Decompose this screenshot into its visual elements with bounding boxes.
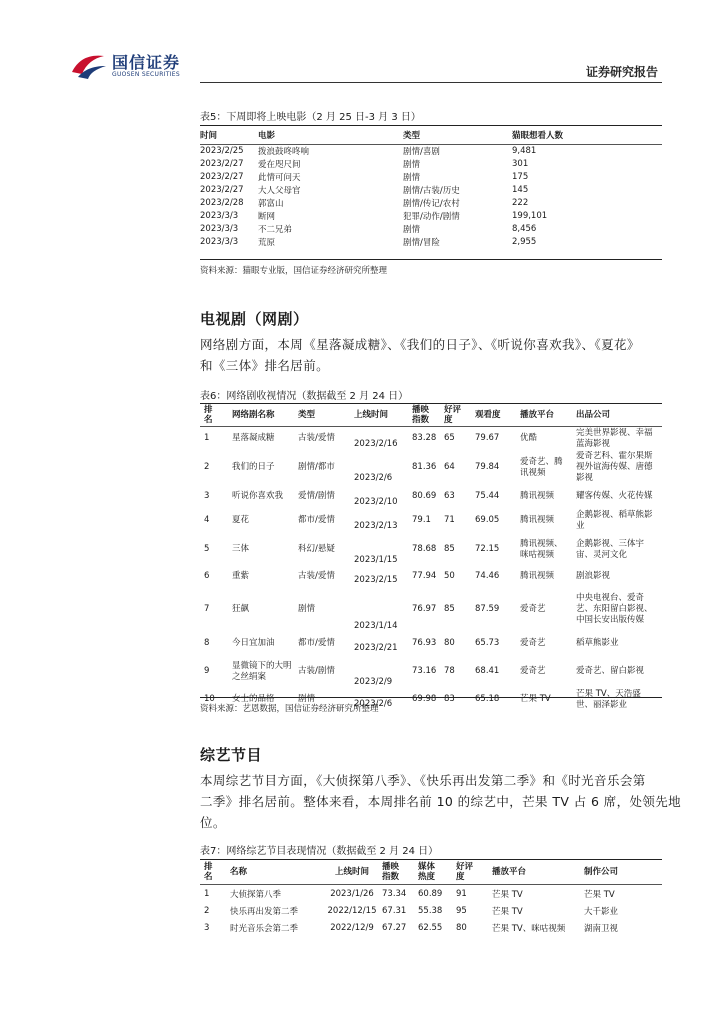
table6-cell-rank: 8 — [204, 638, 210, 648]
variety-section-paragraph — [200, 770, 682, 833]
table6-cell-title: 女士的品格 — [232, 694, 275, 704]
table6-cell-producer: 爱奇艺科、霍尔果斯视外谊海传媒、唐德影视 — [576, 451, 653, 483]
table6-cell-rating: 78 — [444, 666, 455, 676]
table5-cell-want-to-see: 145 — [512, 185, 529, 196]
table6-cell-rating: 64 — [444, 462, 455, 472]
table7-cell-producer: 芒果 TV — [584, 889, 615, 900]
table7-cell-rating: 95 — [456, 905, 467, 916]
table7-row — [200, 885, 662, 903]
table6-cell-title: 狂飙 — [232, 604, 250, 614]
table5-cell-want-to-see: 175 — [512, 172, 529, 183]
table6-cell-release: 2023/2/16 — [354, 438, 398, 449]
table6-cell-platform: 爱奇艺、腾讯视频 — [520, 456, 563, 478]
table5-cell-time: 2023/3/3 — [200, 210, 239, 221]
table6-cell-platform: 腾讯视频 — [520, 571, 555, 581]
table6-cell-producer: 稻草熊影业 — [576, 638, 619, 648]
table7-col-rating: 好评度 — [456, 862, 474, 882]
table6-cell-producer: 中央电视台、爱奇艺、东阳留白影视、中国长安出版传媒 — [576, 593, 653, 625]
table5-row — [200, 197, 662, 210]
table7-cell-media-heat: 62.55 — [418, 922, 443, 933]
header-divider — [200, 82, 662, 83]
table5 — [200, 126, 662, 248]
table5-col-want-to-see: 猫眼想看人数 — [512, 131, 564, 141]
table6-cell-play-index: 83.28 — [412, 433, 437, 444]
table7-cell-producer: 湖南卫视 — [584, 923, 619, 934]
tv-para-line-2: 和《三体》排名居前。 — [200, 358, 330, 373]
table7-cell-play-index: 67.31 — [382, 905, 407, 916]
table6-row — [200, 655, 662, 689]
table7-cell-release: 2022/12/15 — [327, 905, 377, 916]
table6-cell-producer: 企鹅影视、稻草熊影业 — [576, 509, 653, 531]
table5-row — [200, 145, 662, 158]
table6-cell-genre: 剧情 — [298, 604, 316, 614]
table6-cell-view: 87.59 — [475, 604, 500, 614]
table5-cell-want-to-see: 222 — [512, 198, 529, 208]
table6-cell-title: 星落凝成糖 — [232, 433, 275, 444]
tv-para-line-1: 网络剧方面，本周《星落凝成糖》、《我们的日子》、《听说你喜欢我》、《夏花》 — [200, 337, 640, 352]
table6-cell-platform: 爱奇艺 — [520, 638, 546, 648]
table5-cell-genre: 剧情/喜剧 — [403, 147, 440, 158]
table6-row — [200, 451, 662, 485]
table7-cell-name: 大侦探第八季 — [230, 889, 282, 900]
table6-cell-play-index: 81.36 — [412, 462, 437, 472]
table6-cell-release: 2023/1/15 — [354, 554, 398, 565]
brand-name-en: GUOSEN SECURITIES — [112, 71, 181, 78]
table5-cell-genre: 剧情/传记/农村 — [403, 199, 460, 209]
table6-row — [200, 533, 662, 567]
table5-cell-movie: 不二兄弟 — [258, 224, 293, 235]
table6-cell-rating: 85 — [444, 544, 455, 554]
table6-cell-view: 72.15 — [475, 544, 500, 554]
table6-cell-title: 三体 — [232, 544, 250, 554]
table6-col-view: 观看度 — [475, 410, 501, 420]
table6-cell-producer: 耀客传媒、火花传媒 — [576, 491, 653, 501]
table7-title: 表7：网络综艺节目表现情况（数据截至 2 月 24 日） — [200, 846, 439, 857]
table5-cell-time: 2023/2/27 — [200, 172, 244, 183]
table5-cell-time: 2023/2/28 — [200, 198, 244, 208]
table5-cell-movie: 郭富山 — [258, 199, 284, 209]
table5-cell-movie: 爱在咫尺间 — [258, 160, 301, 171]
table6-cell-genre: 剧情/都市 — [298, 462, 335, 472]
table7-cell-release: 2023/1/26 — [330, 888, 374, 899]
table5-bottom-rule — [200, 259, 662, 260]
tv-section-title: 电视剧（网剧） — [200, 310, 309, 328]
table5-col-time: 时间 — [200, 131, 218, 141]
table5-row — [200, 209, 662, 222]
table6-col-release: 上线时间 — [354, 410, 389, 420]
table5-cell-time: 2023/2/25 — [200, 146, 244, 157]
table5-cell-movie: 荒原 — [258, 237, 276, 248]
table5-row — [200, 171, 662, 184]
table5-cell-genre: 剧情 — [403, 160, 421, 171]
table6-cell-rank: 3 — [204, 491, 210, 501]
table7-col-release: 上线时间 — [334, 867, 369, 877]
table7-cell-rating: 91 — [456, 888, 467, 899]
table6-cell-rank: 5 — [204, 544, 210, 554]
table6-cell-rank: 1 — [204, 433, 210, 444]
table6-cell-play-index: 76.97 — [412, 604, 437, 614]
table7-cell-rank: 2 — [204, 905, 210, 916]
table6-cell-genre: 剧情 — [298, 694, 316, 704]
table6-cell-view: 65.18 — [475, 694, 500, 704]
table6 — [200, 404, 662, 711]
table6-row — [200, 633, 662, 655]
table6-cell-view: 69.05 — [475, 515, 500, 525]
table5-col-genre: 类型 — [403, 131, 421, 141]
variety-para-line-3: 位。 — [200, 815, 226, 830]
table6-cell-rating: 65 — [444, 433, 455, 444]
table6-cell-rank: 2 — [204, 462, 210, 472]
table6-col-genre: 类型 — [298, 410, 316, 420]
table6-cell-genre: 古装/爱情 — [298, 433, 335, 444]
table6-cell-rating: 83 — [444, 694, 455, 704]
table7 — [200, 860, 662, 936]
table6-cell-title: 显微镜下的大明之丝绢案 — [232, 660, 292, 682]
table6-cell-release: 2023/2/6 — [354, 698, 393, 709]
table6-cell-rank: 4 — [204, 515, 210, 525]
table6-cell-release: 2023/2/9 — [354, 676, 393, 687]
table6-header-row — [200, 404, 662, 427]
table6-source: 资料来源：艺恩数据，国信证券经济研究所整理 — [200, 704, 379, 714]
table5-cell-want-to-see: 8,456 — [512, 223, 537, 234]
table7-cell-play-index: 67.27 — [382, 922, 407, 933]
table7-col-name: 名称 — [230, 867, 248, 877]
variety-section-title: 综艺节目 — [200, 746, 263, 764]
table5-header-row — [200, 126, 662, 145]
table6-cell-rank: 9 — [204, 666, 210, 676]
table6-cell-release: 2023/2/6 — [354, 472, 393, 483]
table6-cell-platform: 爱奇艺 — [520, 604, 546, 614]
table6-cell-view: 74.46 — [475, 571, 500, 581]
table6-col-platform: 播放平台 — [520, 410, 555, 420]
table7-col-platform: 播放平台 — [492, 867, 527, 877]
table7-cell-rating: 80 — [456, 922, 467, 933]
table7-col-play-index: 播映指数 — [382, 862, 400, 882]
table7-cell-media-heat: 55.38 — [418, 905, 443, 916]
table7-cell-platform: 芒果 TV、咪咕视频 — [492, 923, 566, 934]
table6-col-play-index: 播映指数 — [412, 405, 430, 425]
table6-row — [200, 427, 662, 451]
table5-cell-genre: 剧情 — [403, 224, 421, 235]
table6-cell-play-index: 78.68 — [412, 544, 437, 554]
table6-cell-producer: 企鹅影视、三体宇宙、灵河文化 — [576, 538, 645, 560]
table7-cell-rank: 3 — [204, 922, 210, 933]
table6-cell-platform: 芒果 TV — [520, 694, 551, 704]
tv-section-paragraph — [200, 334, 670, 376]
table5-cell-time: 2023/3/3 — [200, 223, 239, 234]
table5-cell-time: 2023/3/3 — [200, 236, 239, 247]
table6-col-title: 网络剧名称 — [232, 410, 275, 420]
table5-cell-time: 2023/2/27 — [200, 185, 244, 196]
table5-cell-want-to-see: 9,481 — [512, 146, 537, 157]
table5-row — [200, 235, 662, 248]
table7-cell-name: 快乐再出发第二季 — [230, 906, 299, 917]
table6-cell-play-index: 69.98 — [412, 694, 437, 704]
brand-logo — [70, 48, 210, 84]
brand-name-cn: 国信证券 — [112, 53, 181, 72]
table6-cell-rating: 63 — [444, 491, 455, 501]
table6-row — [200, 509, 662, 533]
table6-cell-genre: 都市/爱情 — [298, 638, 335, 648]
table5-cell-want-to-see: 2,955 — [512, 236, 537, 247]
table6-cell-rating: 80 — [444, 638, 455, 648]
table6-cell-rank: 7 — [204, 604, 210, 614]
table6-cell-play-index: 76.93 — [412, 638, 437, 648]
table5-cell-want-to-see: 301 — [512, 159, 529, 170]
table6-cell-title: 今日宜加油 — [232, 638, 275, 648]
table5-cell-genre: 犯罪/动作/剧情 — [403, 211, 460, 222]
table6-cell-release: 2023/2/13 — [354, 520, 398, 531]
table6-cell-rank: 10 — [204, 694, 215, 704]
table7-row — [200, 902, 662, 919]
table5-cell-time: 2023/2/27 — [200, 159, 244, 170]
table6-row — [200, 567, 662, 587]
table6-cell-play-index: 77.94 — [412, 571, 437, 581]
table7-col-media-heat: 媒体热度 — [418, 862, 436, 882]
table5-title: 表5：下周即将上映电影（2 月 25 日-3 月 3 日） — [200, 112, 421, 123]
table7-col-rank: 排名 — [204, 862, 213, 882]
table7-cell-release: 2022/12/9 — [330, 922, 374, 933]
table6-row — [200, 587, 662, 633]
table6-cell-genre: 都市/爱情 — [298, 515, 335, 525]
table7-cell-platform: 芒果 TV — [492, 889, 523, 900]
table6-cell-platform: 腾讯视频 — [520, 515, 555, 525]
table6-cell-rating: 85 — [444, 604, 455, 614]
table5-cell-movie: 拨浪鼓咚咚响 — [258, 147, 310, 158]
table6-cell-view: 75.44 — [475, 491, 500, 501]
table5-cell-genre: 剧情/冒险 — [403, 237, 440, 248]
table6-row — [200, 485, 662, 509]
table5-cell-genre: 剧情 — [403, 173, 421, 184]
table6-cell-platform: 腾讯视频 — [520, 491, 555, 501]
table7-cell-play-index: 73.34 — [382, 888, 407, 899]
table6-cell-view: 68.41 — [475, 666, 500, 676]
table6-cell-view: 65.73 — [475, 638, 500, 648]
table6-cell-play-index: 79.1 — [412, 515, 431, 525]
table5-row — [200, 222, 662, 235]
table5-cell-movie: 断网 — [258, 211, 276, 222]
variety-para-line-1: 本周综艺节目方面，《大侦探第八季》、《快乐再出发第二季》和《时光音乐会第 — [200, 773, 646, 788]
table7-cell-platform: 芒果 TV — [492, 906, 523, 917]
table6-cell-rank: 6 — [204, 571, 210, 581]
table6-cell-genre: 爱情/剧情 — [298, 491, 335, 501]
table6-cell-title: 重紫 — [232, 571, 250, 581]
table6-bottom-rule — [200, 697, 662, 698]
table6-cell-platform: 优酷 — [520, 433, 538, 444]
table6-cell-platform: 爱奇艺 — [520, 666, 546, 676]
variety-para-line-2: 二季》排名居前。整体来看，本周排名前 10 的综艺中，芒果 TV 占 6 席，处领先地 — [200, 794, 682, 809]
table5-cell-want-to-see: 199,101 — [512, 210, 548, 221]
table6-cell-view: 79.84 — [475, 462, 500, 472]
table6-cell-rating: 50 — [444, 571, 455, 581]
table6-col-rating: 好评度 — [444, 405, 462, 425]
table6-cell-view: 79.67 — [475, 433, 500, 444]
table6-cell-genre: 古装/爱情 — [298, 571, 335, 581]
table6-cell-release: 2023/2/15 — [354, 574, 398, 585]
table6-cell-title: 我们的日子 — [232, 462, 275, 472]
table7-row — [200, 919, 662, 936]
table6-col-producer: 出品公司 — [576, 410, 611, 420]
table5-cell-movie: 大人父母官 — [258, 186, 301, 197]
table7-cell-name: 时光音乐会第二季 — [230, 923, 299, 934]
table6-cell-genre: 科幻/悬疑 — [298, 544, 335, 554]
table5-col-movie: 电影 — [258, 131, 276, 141]
table6-cell-release: 2023/1/14 — [354, 620, 398, 631]
table7-cell-producer: 大千影业 — [584, 906, 619, 917]
table6-cell-title: 听说你喜欢我 — [232, 491, 284, 501]
table5-source: 资料来源：猫眼专业版，国信证券经济研究所整理 — [200, 266, 388, 276]
table6-cell-producer: 爱奇艺、留白影视 — [576, 666, 645, 676]
table5-row — [200, 184, 662, 197]
table7-col-producer: 制作公司 — [584, 867, 619, 877]
table6-cell-rating: 71 — [444, 515, 455, 525]
table6-cell-producer: 完美世界影视、幸福蓝海影视 — [576, 427, 653, 449]
table5-cell-movie: 此情可问天 — [258, 173, 301, 184]
table6-cell-title: 夏花 — [232, 515, 250, 525]
table5-row — [200, 158, 662, 171]
table6-cell-producer: 芒果 TV、天浩盛世、丽泽影业 — [576, 688, 641, 710]
table6-cell-platform: 腾讯视频、咪咕视频 — [520, 538, 563, 560]
guosen-logo-icon — [70, 50, 108, 80]
table6-title: 表6：网络剧收视情况（数据截至 2 月 24 日） — [200, 391, 409, 402]
table6-cell-release: 2023/2/21 — [354, 642, 398, 653]
table7-cell-rank: 1 — [204, 888, 210, 899]
table6-cell-release: 2023/2/10 — [354, 496, 398, 507]
table6-cell-play-index: 73.16 — [412, 666, 437, 676]
table6-col-rank: 排名 — [204, 405, 213, 425]
report-type-label: 证券研究报告 — [585, 65, 658, 79]
table5-cell-genre: 剧情/古装/历史 — [403, 186, 460, 197]
table6-cell-producer: 剧浪影视 — [576, 571, 611, 581]
table7-header-row — [200, 860, 662, 885]
table6-cell-play-index: 80.69 — [412, 491, 437, 501]
table6-cell-genre: 古装/剧情 — [298, 666, 335, 676]
table7-cell-media-heat: 60.89 — [418, 888, 443, 899]
